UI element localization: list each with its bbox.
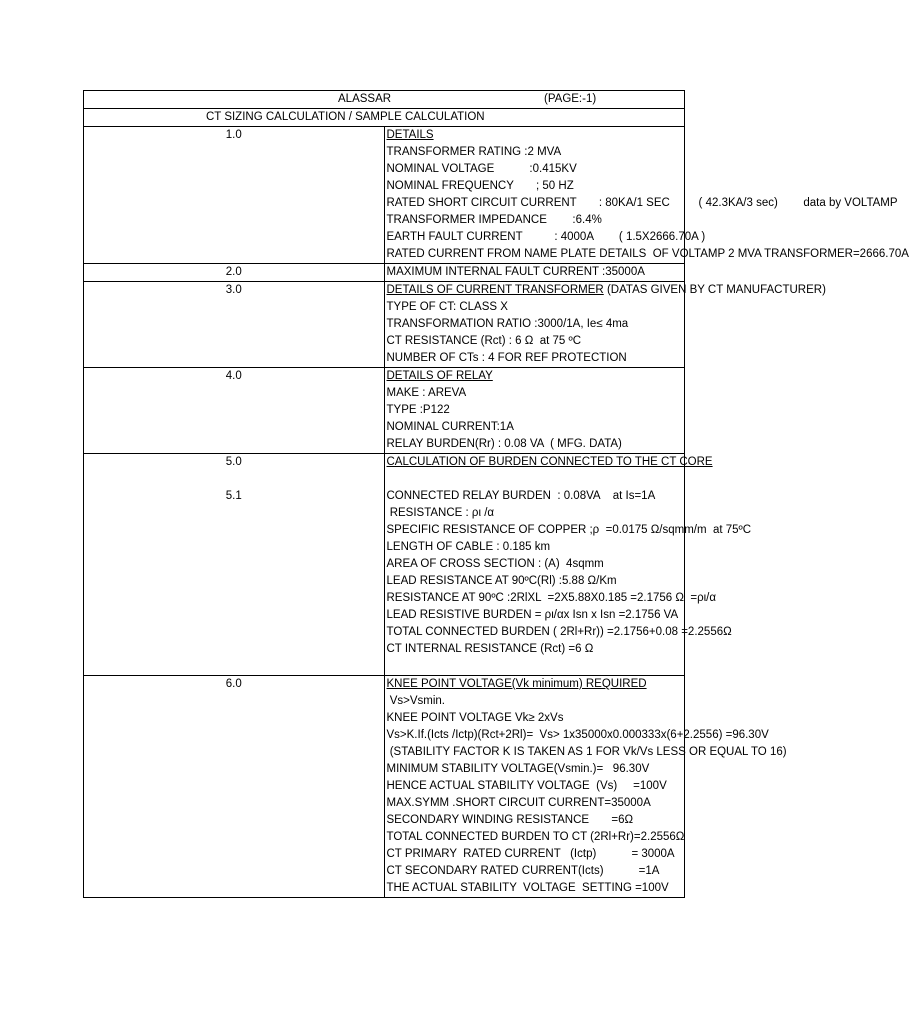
section-heading: DETAILS OF CURRENT TRANSFORMER (DATAS GIVEN BY CT MANUFACTURER): [386, 284, 826, 296]
header-row: [84, 91, 685, 109]
section-number: 1.0: [225, 129, 242, 141]
detail-line: NUMBER OF CTs : 4 FOR REF PROTECTION: [386, 352, 627, 364]
detail-line: SPECIFIC RESISTANCE OF COPPER ;ρ =0.0175 Ω/sqmm/m at 75ºC: [386, 524, 752, 536]
calculation-table: [83, 90, 909, 898]
document-subtitle: CT SIZING CALCULATION / SAMPLE CALCULATION: [84, 109, 685, 127]
detail-line: (STABILITY FACTOR K IS TAKEN AS 1 FOR Vk/Vs LESS OR EQUAL TO 16): [386, 746, 787, 758]
spacer-line: [385, 658, 685, 675]
section-number-cell: [84, 368, 385, 454]
section-row: [84, 676, 685, 898]
detail-line: LEAD RESISTIVE BURDEN = ρι/αx Isn x Isn =2.1756 VA: [386, 609, 679, 621]
detail-line: AREA OF CROSS SECTION : (A) 4sqmm: [386, 558, 604, 570]
detail-line: TRANSFORMATION RATIO :3000/1A, Ie≤ 4ma: [386, 318, 629, 330]
section-number: 2.0: [225, 266, 242, 278]
detail-line: KNEE POINT VOLTAGE Vk≥ 2xVs: [386, 712, 564, 724]
detail-line: TRANSFORMER RATING :2 MVA: [386, 146, 562, 158]
section-heading: DETAILS OF RELAY: [386, 370, 493, 382]
section-content: [384, 282, 826, 368]
section-heading: DETAILS: [386, 129, 434, 141]
section-content: [384, 368, 685, 454]
detail-line: NOMINAL VOLTAGE :0.415KV: [386, 163, 577, 175]
section-number-cell: [84, 676, 385, 898]
calculation-sheet: [83, 90, 909, 898]
section-content: [384, 676, 787, 898]
section-number: 6.0: [225, 678, 242, 690]
section-number: 3.0: [225, 284, 242, 296]
detail-line: CT INTERNAL RESISTANCE (Rct) =6 Ω: [386, 643, 594, 655]
section-content: [384, 264, 685, 282]
detail-line: MAKE : AREVA: [386, 387, 467, 399]
detail-line: CT SECONDARY RATED CURRENT(Icts) =1A: [386, 865, 660, 877]
detail-line: LEAD RESISTANCE AT 90ºC(Rl) :5.88 Ω/Km: [386, 575, 617, 587]
spacer-line: [385, 471, 685, 488]
section-number-cell: [84, 454, 385, 676]
detail-line: LENGTH OF CABLE : 0.185 km: [386, 541, 551, 553]
detail-line: RESISTANCE AT 90ºC :2RlXL =2X5.88X0.185 =2.1756 Ω =ρι/α: [386, 592, 717, 604]
detail-line: TOTAL CONNECTED BURDEN ( 2Rl+Rr)) =2.1756+0.08 =2.2556Ω: [386, 626, 732, 638]
detail-line: TYPE OF CT: CLASS X: [386, 301, 508, 313]
subtitle-row: [84, 109, 685, 127]
company-name: ALASSAR: [338, 93, 392, 105]
section-row: [84, 368, 685, 454]
detail-line: TYPE :P122: [386, 404, 450, 416]
detail-line: MAX.SYMM .SHORT CIRCUIT CURRENT=35000A: [386, 797, 651, 809]
section-number-cell: [84, 264, 385, 282]
detail-line: RELAY BURDEN(Rr) : 0.08 VA ( MFG. DATA): [386, 438, 622, 450]
detail-line: CT RESISTANCE (Rct) : 6 Ω at 75 ºC: [386, 335, 581, 347]
detail-line: MAXIMUM INTERNAL FAULT CURRENT :35000A: [386, 266, 645, 278]
section-row: [84, 127, 685, 264]
section-heading: KNEE POINT VOLTAGE(Vk minimum) REQUIRED: [386, 678, 647, 690]
detail-line: THE ACTUAL STABILITY VOLTAGE SETTING =100V: [386, 882, 669, 894]
subsection-number: 5.1: [225, 490, 242, 502]
detail-line: HENCE ACTUAL STABILITY VOLTAGE (Vs) =100V: [386, 780, 667, 792]
section-number: 4.0: [225, 370, 242, 382]
detail-line: CT PRIMARY RATED CURRENT (Ictp) = 3000A: [386, 848, 675, 860]
section-number-cell: [84, 282, 385, 368]
detail-line: TOTAL CONNECTED BURDEN TO CT (2Rl+Rr)=2.2556Ω: [386, 831, 685, 843]
detail-line: CONNECTED RELAY BURDEN : 0.08VA at Is=1A: [386, 490, 656, 502]
detail-line: SECONDARY WINDING RESISTANCE =6Ω: [386, 814, 634, 826]
section-row: [84, 282, 685, 368]
page-number: (PAGE:-1): [544, 93, 597, 105]
section-row: [84, 454, 685, 676]
detail-line: TRANSFORMER IMPEDANCE :6.4%: [386, 214, 602, 226]
detail-line: Vs>Vsmin.: [386, 695, 445, 707]
section-heading: CALCULATION OF BURDEN CONNECTED TO THE CT CORE: [386, 456, 713, 468]
sections-body: [84, 127, 909, 898]
detail-line: RESISTANCE : ρι /α: [386, 507, 495, 519]
section-number-cell: [84, 127, 385, 264]
detail-line: RATED CURRENT FROM NAME PLATE DETAILS OF VOLTAMP 2 MVA TRANSFORMER=2666.70A: [386, 248, 909, 260]
detail-line: EARTH FAULT CURRENT : 4000A ( 1.5X2666.70A ): [386, 231, 706, 243]
section-row: [84, 264, 685, 282]
section-content: [384, 127, 909, 264]
detail-line: MINIMUM STABILITY VOLTAGE(Vsmin.)= 96.30V: [386, 763, 650, 775]
detail-line: NOMINAL FREQUENCY ; 50 HZ: [386, 180, 574, 192]
detail-line: NOMINAL CURRENT:1A: [386, 421, 514, 433]
detail-line: RATED SHORT CIRCUIT CURRENT : 80KA/1 SEC ( 42.3KA/3 sec) data by VOLTAMP: [386, 197, 898, 209]
section-number: 5.0: [225, 456, 242, 468]
header-cell: [84, 91, 685, 109]
section-content: [384, 454, 752, 676]
detail-line: Vs>K.If.(Icts /Ictp)(Rct+2Rl)= Vs> 1x35000x0.000333x(6+2.2556) =96.30V: [386, 729, 769, 741]
